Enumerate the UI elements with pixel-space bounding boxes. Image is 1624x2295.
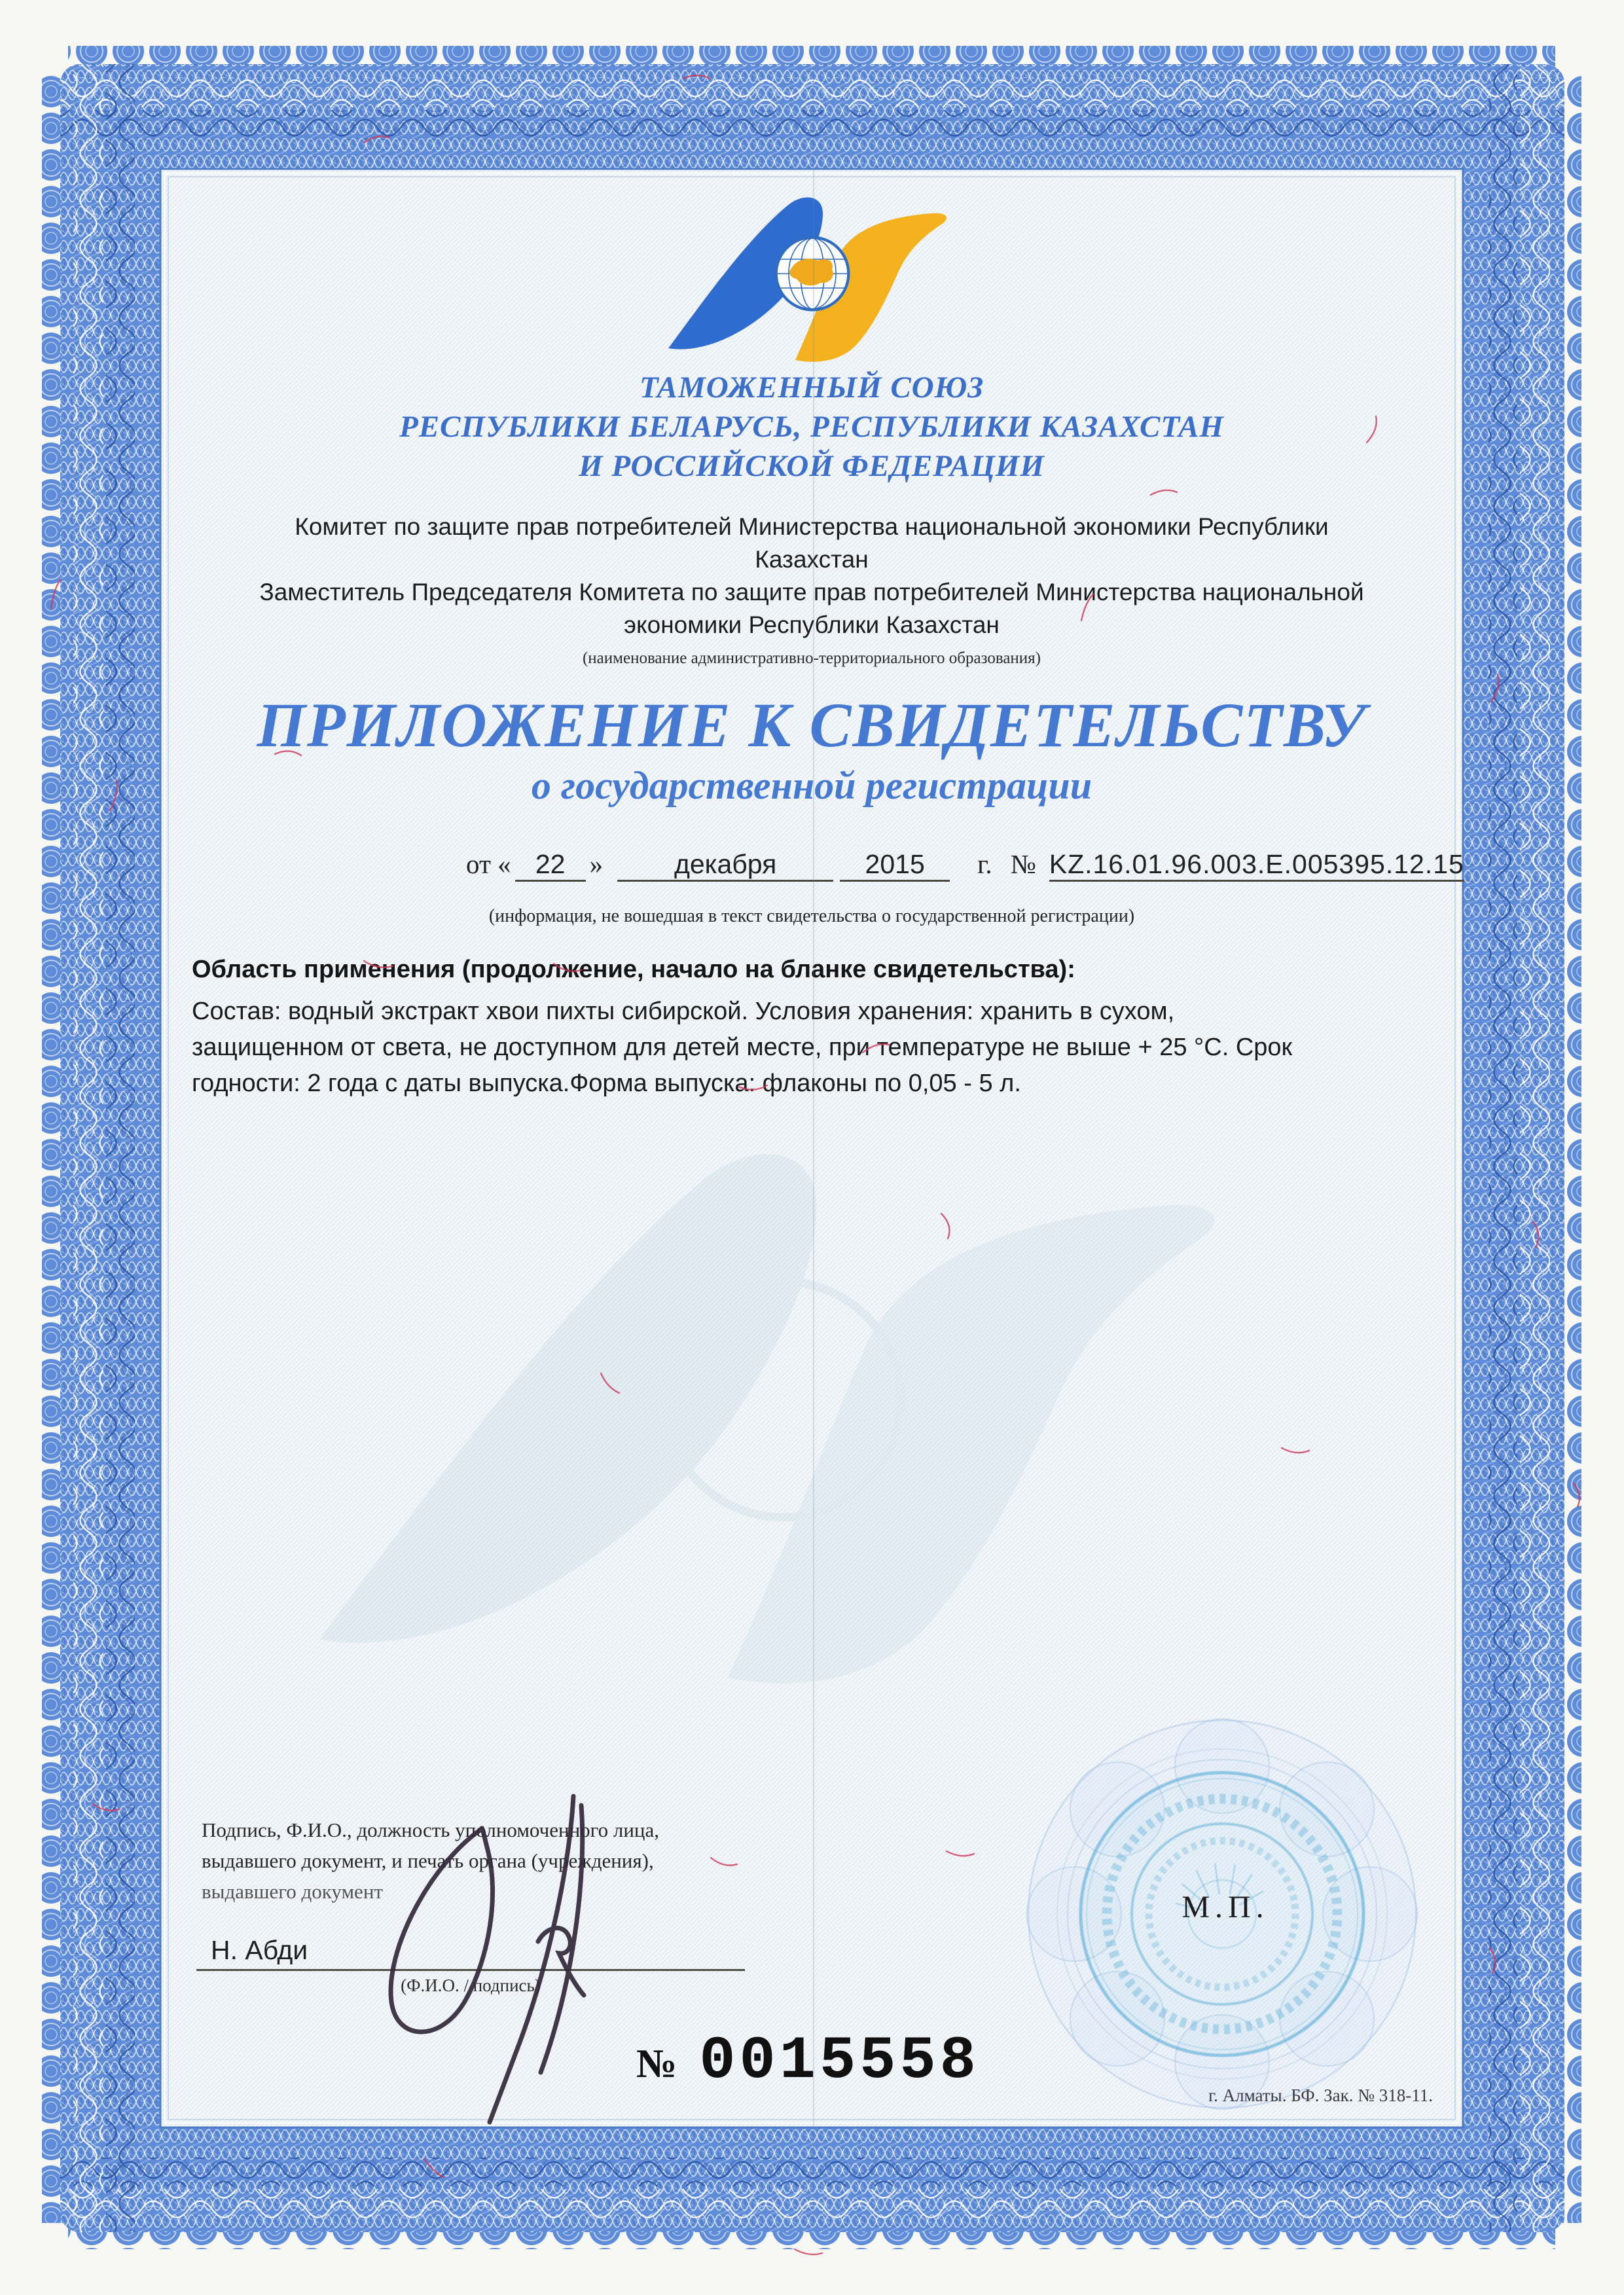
signature-caption-line: выдавшего документ (202, 1880, 383, 1903)
registration-number-field: KZ.16.01.96.003.E.005395.12.15 (1049, 849, 1464, 882)
numero-sign: № (1010, 849, 1036, 879)
authority-line: Казахстан (755, 546, 869, 573)
union-title-line: ТАМОЖЕННЫЙ СОЮЗ (639, 370, 984, 405)
scope-body-line: Состав: водный экстракт хвои пихты сибирской. Условия хранения: хранить в сухом, (192, 998, 1175, 1025)
union-title-line: И РОССИЙСКОЙ ФЕДЕРАЦИИ (579, 449, 1045, 483)
printing-house-note: г. Алматы. БФ. Зак. № 318-11. (1208, 2086, 1433, 2105)
date-year-abbr: г. (977, 849, 992, 879)
authority-caption: (наименование административно-территориального образования) (582, 649, 1041, 667)
date-prefix: от « (466, 849, 511, 879)
serial-value: 0015558 (699, 2027, 980, 2095)
scope-heading: Область применения (продолжение, начало на бланке свидетельства): (192, 956, 1075, 983)
date-year-field: 2015 (840, 849, 950, 882)
scope-body-line: защищенном от света, не доступном для детей месте, при температуре не выше + 25 °C. Срок (192, 1034, 1293, 1061)
authority-line: Заместитель Председателя Комитета по защите прав потребителей Министерства национальной (259, 579, 1364, 605)
signature-field-caption: (Ф.И.О. / подпись) (401, 1976, 541, 1995)
union-title-line: РЕСПУБЛИКИ БЕЛАРУСЬ, РЕСПУБЛИКИ КАЗАХСТАН (399, 410, 1224, 444)
info-caption: (информация, не вошедшая в текст свидетельства о государственной регистрации) (488, 906, 1135, 926)
document-title: ПРИЛОЖЕНИЕ К СВИДЕТЕЛЬСТВУ (257, 690, 1367, 760)
date-day-field: 22 (515, 849, 586, 882)
date-month-field: декабря (617, 849, 833, 882)
document-subtitle: о государственной регистрации (531, 764, 1092, 807)
signature-caption-line: Подпись, Ф.И.О., должность уполномоченного лица, (202, 1818, 660, 1841)
scope-body-line: годности: 2 года с даты выпуска.Форма выпуска: флаконы по 0,05 - 5 л. (192, 1070, 1021, 1097)
authority-line: Комитет по защите прав потребителей Министерства национальной экономики Республики (295, 513, 1329, 540)
stamp-place-label: М.П. (1182, 1890, 1269, 1925)
authority-line: экономики Республики Казахстан (624, 611, 1000, 638)
handwritten-signature (353, 1786, 628, 2126)
date-closing-quote: » (589, 849, 604, 879)
signatory-name: Н. Абди (211, 1935, 308, 1965)
signature-caption-line: выдавшего документ, и печать органа (учреждения), (202, 1849, 654, 1872)
serial-numero-sign: № (636, 2042, 677, 2086)
